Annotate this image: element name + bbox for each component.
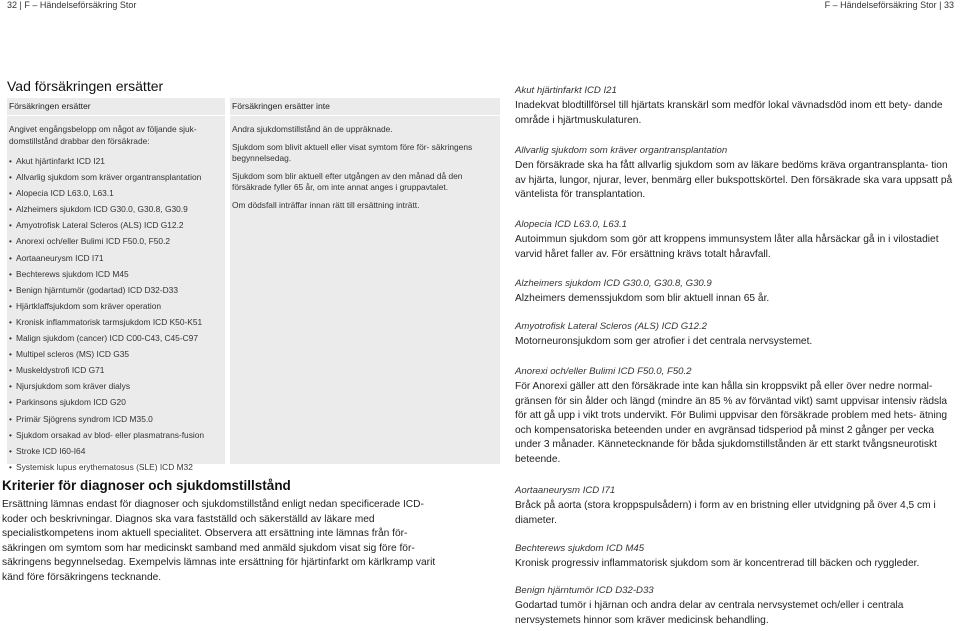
covered-intro: Angivet engångsbelopp om något av följande sjuk- domstillstånd drabbar den försäkrade: bbox=[9, 124, 197, 146]
bullet-icon: • bbox=[9, 204, 12, 215]
covered-item bbox=[9, 378, 223, 394]
bullet-icon: • bbox=[9, 429, 12, 440]
covered-column-header: Försäkringen ersätter bbox=[7, 98, 225, 116]
covered-item bbox=[9, 330, 223, 346]
bullet-icon: • bbox=[9, 188, 12, 199]
not-covered-text: Sjukdom som blir aktuell efter utgången av den månad då den försäkrade fyller 65 år, om inte annat anges i gruppavtalet. bbox=[232, 170, 463, 192]
definition-body: Autoimmun sjukdom som gör att kroppens immunsystem låter alla hårsäckar gå in i vilostadiet varvid håret faller av. För ersättning krävs totalt håravfall. bbox=[515, 234, 939, 260]
definition-title: Amyotrofisk Lateral Scleros (ALS) ICD G12.2 bbox=[515, 321, 707, 332]
covered-item bbox=[9, 282, 223, 298]
covered-item bbox=[9, 266, 223, 282]
definition-title: Allvarlig sjukdom som kräver organtransplantation bbox=[515, 145, 728, 156]
not-covered-text: Om dödsfall inträffar innan rätt till ersättning inträtt. bbox=[232, 199, 420, 210]
covered-item-label: Primär Sjögrens syndrom ICD M35.0 bbox=[16, 413, 153, 424]
bullet-icon: • bbox=[9, 445, 12, 456]
covered-item bbox=[9, 298, 223, 314]
covered-item bbox=[9, 153, 223, 169]
definition-item bbox=[515, 321, 955, 350]
bullet-icon: • bbox=[9, 300, 12, 311]
definition-title: Anorexi och/eller Bulimi ICD F50.0, F50.2 bbox=[515, 366, 692, 377]
covered-item-label: Alzheimers sjukdom ICD G30.0, G30.8, G30.9 bbox=[16, 204, 188, 215]
covered-column bbox=[7, 98, 225, 472]
definition-item bbox=[515, 219, 955, 262]
definition-body: För Anorexi gäller att den försäkrade inte kan hålla sin kroppsvikt på eller över nedre normal- gränsen för sin ålder och längd (mindre än 85 % av förväntad vikt) samt uppvisar intensiv rädsla för att gå upp i vikt trots undervikt. För Bulimi uppvisar den försäkrade problem med hets- ätning och kompensatoriska beteenden under en avgränsad tidsperiod på minst 2 gånger per vecka under 3 månader. Kännetecknande för båda sjukdomstillstånden är ett starkt tvångsneurotiskt beteende. bbox=[515, 381, 948, 465]
covered-list bbox=[9, 153, 223, 475]
not-covered-column bbox=[230, 98, 500, 464]
bullet-icon: • bbox=[9, 268, 12, 279]
bullet-icon: • bbox=[9, 172, 12, 183]
definition-title: Aortaaneurysm ICD I71 bbox=[515, 485, 616, 496]
definition-body: Den försäkrade ska ha fått allvarlig sjukdom som av läkare bedöms kräva organtransplanta- tion av hjärta, lungor, njurar, lever, benmärg eller bukspottskörtel. Den försäkrade ska vara uppsatt på väntelista för transplantation. bbox=[515, 160, 953, 201]
bullet-icon: • bbox=[9, 156, 12, 166]
definition-item bbox=[515, 366, 955, 468]
covered-item-label: Njursjukdom som kräver dialys bbox=[16, 381, 131, 392]
covered-item bbox=[9, 169, 223, 185]
definition-item bbox=[515, 278, 955, 307]
definition-item bbox=[515, 485, 955, 528]
covered-item-label: Multipel scleros (MS) ICD G35 bbox=[16, 349, 130, 360]
covered-item-label: Sjukdom orsakad av blod- eller plasmatrans-fusion bbox=[16, 429, 205, 440]
definition-body: Inadekvat blodtillförsel till hjärtats kranskärl som medför lokal vävnadsdöd inom ett bety- dande område i hjärtmuskulaturen. bbox=[515, 100, 943, 126]
definition-item bbox=[515, 85, 955, 128]
covered-item bbox=[9, 233, 223, 249]
definition-title: Alzheimers sjukdom ICD G30.0, G30.8, G30.9 bbox=[515, 278, 712, 289]
definition-body: Motorneuronsjukdom som ger atrofier i det centrala nervsystemet. bbox=[515, 336, 813, 347]
bullet-icon: • bbox=[9, 220, 12, 231]
covered-item bbox=[9, 411, 223, 427]
definition-item bbox=[515, 585, 955, 628]
not-covered-column-header: Försäkringen ersätter inte bbox=[230, 98, 500, 116]
covered-item-label: Aortaaneurysm ICD I71 bbox=[16, 252, 104, 263]
covered-item-label: Allvarlig sjukdom som kräver organtransplantation bbox=[16, 172, 202, 183]
bullet-icon: • bbox=[9, 381, 12, 392]
covered-item bbox=[9, 250, 223, 266]
section-title: Vad försäkringen ersätter bbox=[7, 78, 164, 94]
criteria-heading: Kriterier för diagnoser och sjukdomstillstånd bbox=[2, 478, 291, 493]
bullet-icon: • bbox=[9, 397, 12, 408]
coverage-table bbox=[7, 98, 500, 472]
covered-item bbox=[9, 459, 223, 475]
definition-body: Bråck på aorta (stora kroppspulsådern) i form av en bristning eller utvidgning på över 4,5 cm i diameter. bbox=[515, 500, 936, 526]
covered-item bbox=[9, 346, 223, 362]
definition-title: Bechterews sjukdom ICD M45 bbox=[515, 543, 645, 554]
not-covered-text: Andra sjukdomstillstånd än de uppräknade. bbox=[232, 124, 393, 134]
covered-item-label: Kronisk inflammatorisk tarmsjukdom ICD K50-K51 bbox=[16, 316, 203, 327]
bullet-icon: • bbox=[9, 413, 12, 424]
covered-item bbox=[9, 443, 223, 459]
bullet-icon: • bbox=[9, 252, 12, 263]
definition-title: Benign hjärntumör ICD D32-D33 bbox=[515, 585, 654, 596]
bullet-icon: • bbox=[9, 316, 12, 327]
covered-item bbox=[9, 427, 223, 443]
covered-item-label: Akut hjärtinfarkt ICD I21 bbox=[16, 156, 105, 166]
covered-item-label: Alopecia ICD L63.0, L63.1 bbox=[16, 188, 114, 199]
covered-item-label: Stroke ICD I60-I64 bbox=[16, 445, 86, 456]
bullet-icon: • bbox=[9, 284, 12, 295]
bullet-icon: • bbox=[9, 333, 12, 344]
definition-title: Alopecia ICD L63.0, L63.1 bbox=[515, 219, 628, 230]
covered-item-label: Anorexi och/eller Bulimi ICD F50.0, F50.2 bbox=[16, 236, 171, 247]
covered-item-label: Parkinsons sjukdom ICD G20 bbox=[16, 397, 126, 408]
covered-item bbox=[9, 201, 223, 217]
definition-item bbox=[515, 145, 955, 203]
covered-item-label: Systemisk lupus erythematosus (SLE) ICD M32 bbox=[16, 461, 193, 472]
covered-item-label: Benign hjärntumör (godartad) ICD D32-D33 bbox=[16, 284, 178, 295]
covered-item-label: Malign sjukdom (cancer) ICD C00-C43, C45-C97 bbox=[16, 333, 198, 344]
bullet-icon: • bbox=[9, 365, 12, 376]
covered-item-label: Muskeldystrofi ICD G71 bbox=[16, 365, 105, 376]
definition-title: Akut hjärtinfarkt ICD I21 bbox=[515, 85, 617, 96]
covered-item bbox=[9, 362, 223, 378]
page-header-left: 32 | F – Händelseförsäkring Stor bbox=[7, 0, 137, 10]
bullet-icon: • bbox=[9, 461, 12, 472]
definition-body: Kronisk progressiv inflammatorisk sjukdom som är koncentrerad till bäcken och ryggleder. bbox=[515, 558, 920, 569]
definition-body: Alzheimers demenssjukdom som blir aktuell innan 65 år. bbox=[515, 293, 770, 304]
definition-item bbox=[515, 543, 955, 572]
covered-item-label: Amyotrofisk Lateral Scleros (ALS) ICD G12.2 bbox=[16, 220, 184, 231]
covered-item bbox=[9, 394, 223, 410]
covered-item-label: Hjärtklaffsjukdom som kräver operation bbox=[16, 300, 162, 311]
covered-item-label: Bechterews sjukdom ICD M45 bbox=[16, 268, 129, 279]
bullet-icon: • bbox=[9, 349, 12, 360]
not-covered-text: Sjukdom som blivit aktuell eller visat symtom före för- säkringens begynnelsedag. bbox=[232, 141, 473, 163]
definition-body: Godartad tumör i hjärnan och andra delar av centrala nervsystemet och/eller i centrala nervsystemets hinnor som kräver medicinsk behandling. bbox=[515, 600, 904, 626]
covered-item bbox=[9, 314, 223, 330]
bullet-icon: • bbox=[9, 236, 12, 247]
covered-item bbox=[9, 185, 223, 201]
page-header-right: F – Händelseförsäkring Stor | 33 bbox=[824, 0, 954, 10]
covered-item bbox=[9, 217, 223, 233]
criteria-text: Ersättning lämnas endast för diagnoser och sjukdomstillstånd enligt nedan specificerade ICD-koder och beskrivningar. Diagnos ska vara fastställd och säkerställd av läkare med specialistkompetens inom aktuell specialitet. Observera att ersättning inte lämnas från för- säkringen om symtom som har medicinskt samband med anmäld sjukdom visat sig före för- säkringens begynnelsedag. Exempelvis lämnas inte ersättning för hjärtinfarkt om kärlkramp varit känd före försäkringens tecknande. bbox=[2, 499, 436, 583]
